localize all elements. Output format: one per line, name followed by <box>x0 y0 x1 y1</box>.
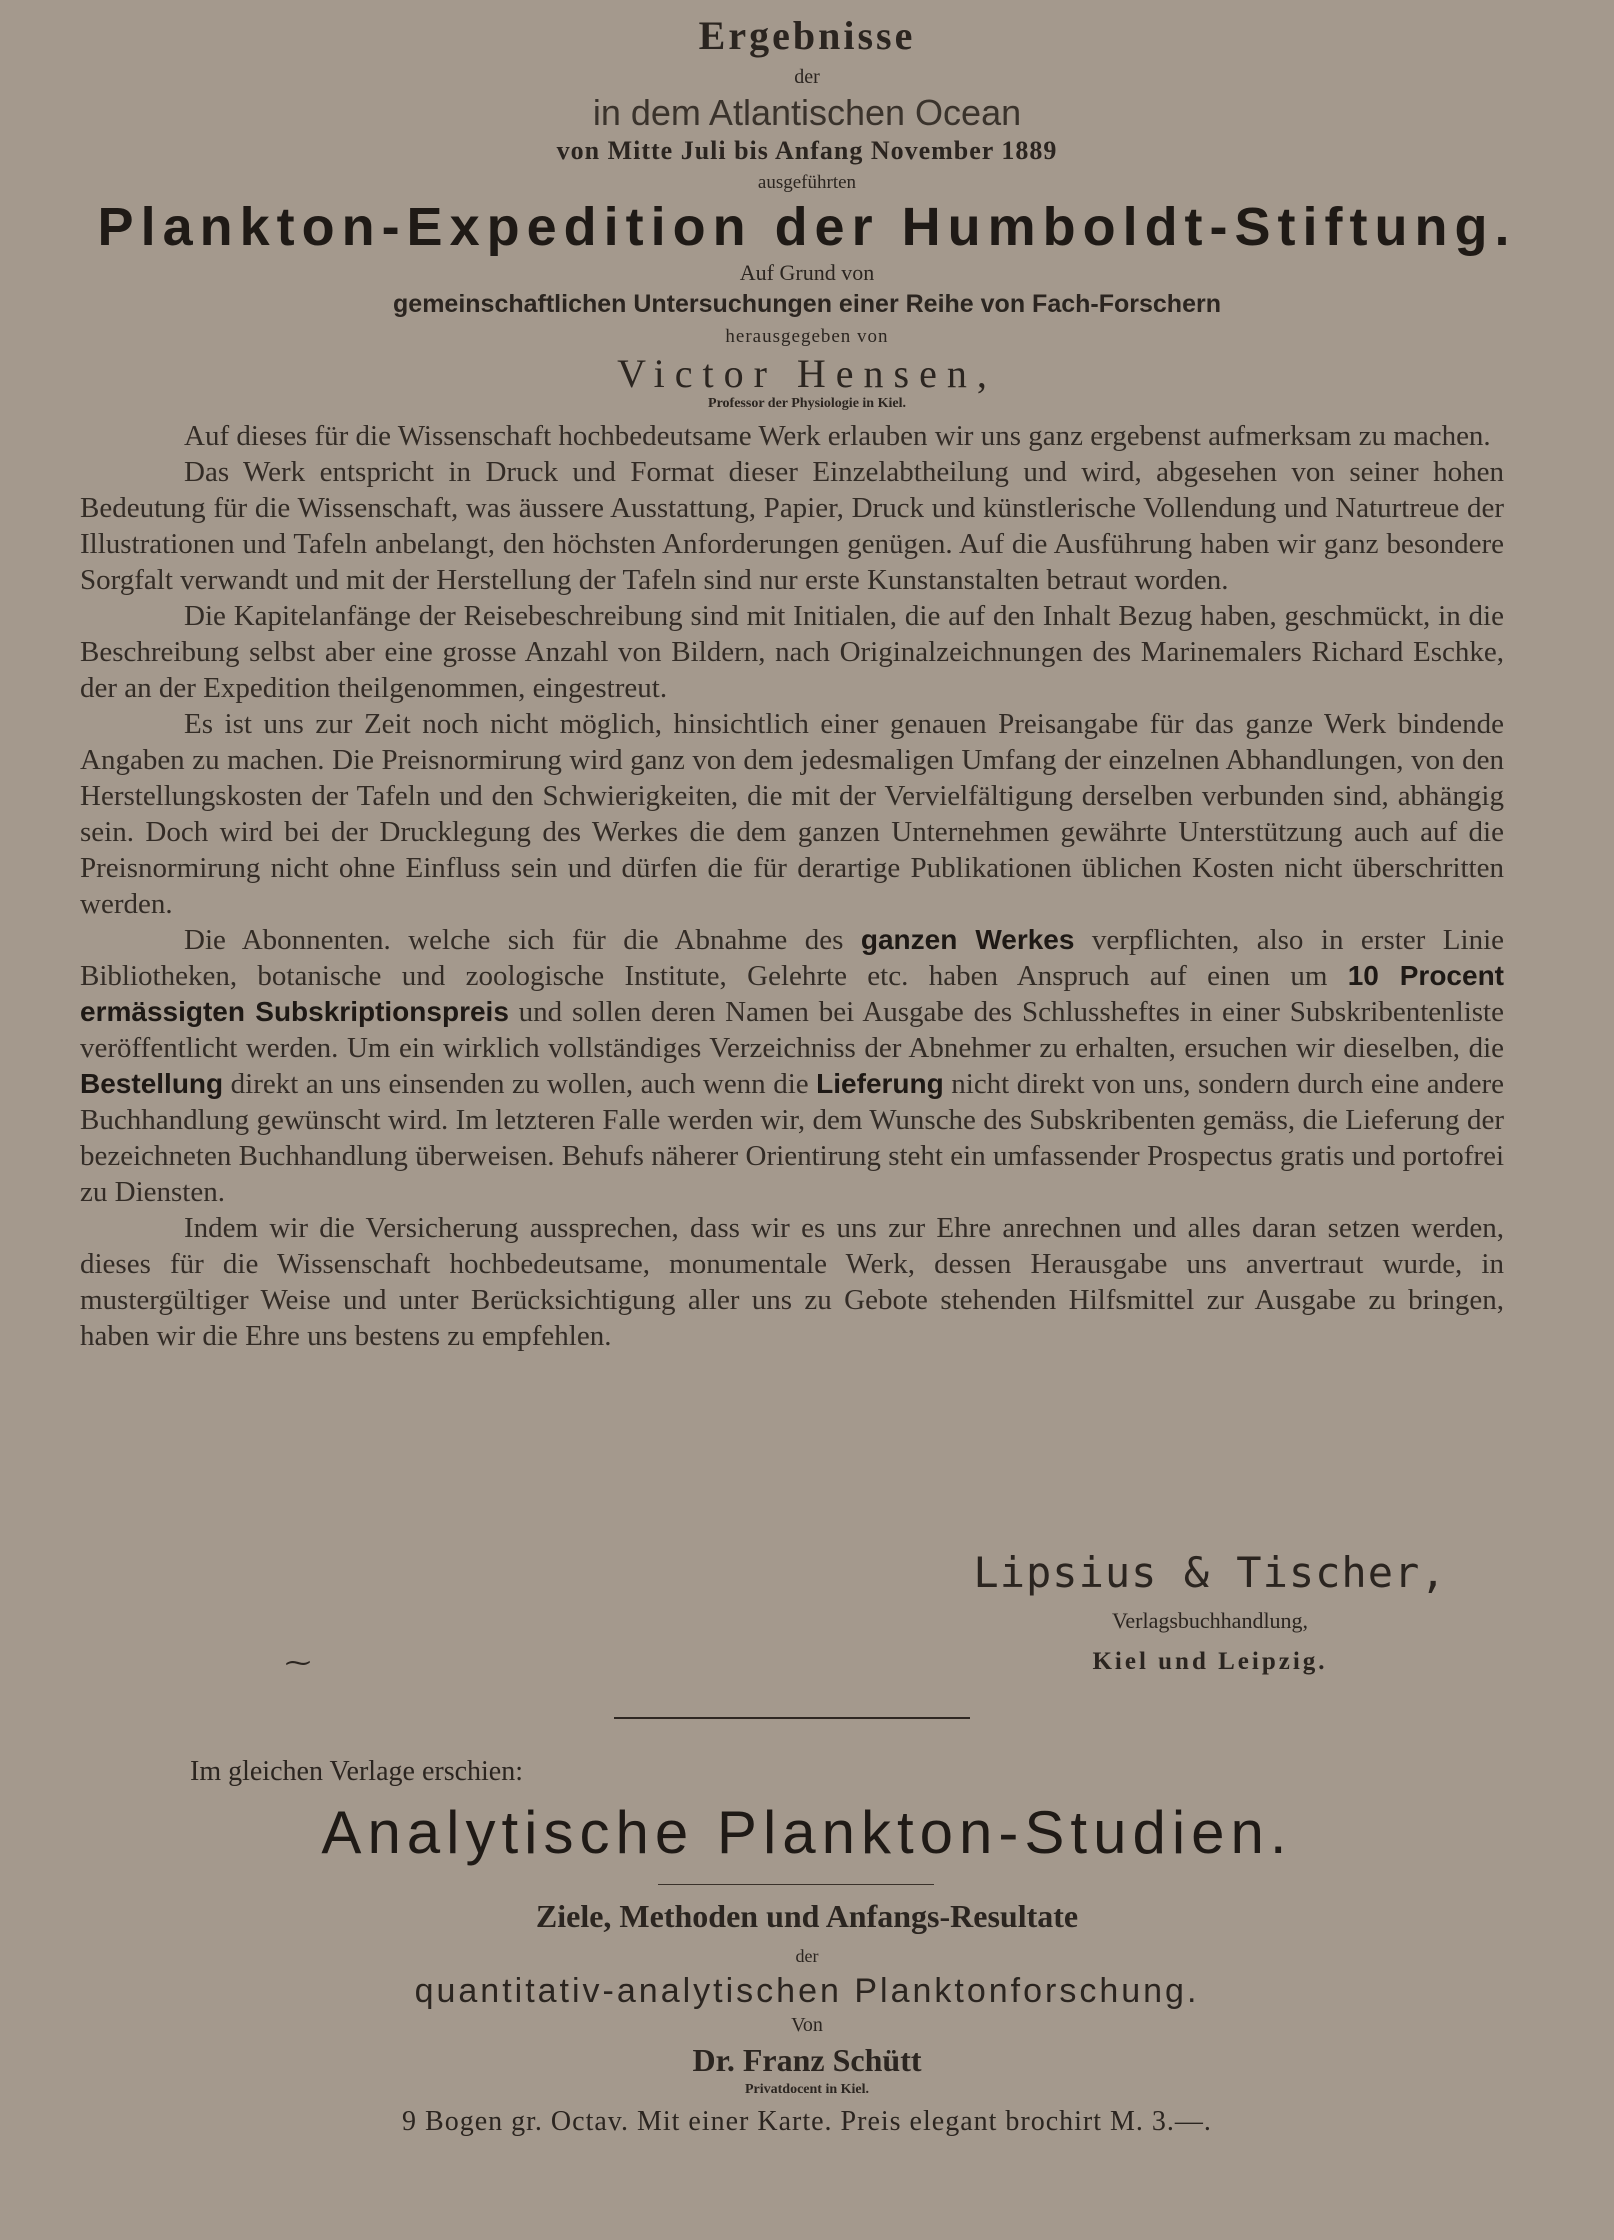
announcement-author-title: Privatdocent in Kiel. <box>744 2082 870 2097</box>
heading-auf-grund: Auf Grund von <box>739 260 875 285</box>
body-text <box>80 418 1504 1354</box>
announcement-intro: Im gleichen Verlage erschien: <box>190 1756 524 1787</box>
p5-text-c: verpflichten, also in erster Linie Bibliotheken, botanische und zoologische Institute, Gelehrte etc. haben Anspruch auf einen um <box>80 924 1504 992</box>
heading-der: der <box>794 66 820 88</box>
paragraph-2: Das Werk entspricht in Druck und Format dieser Einzelabtheilung und wird, abgesehen von seiner hohen Bedeutung für die Wissenschaft, was äussere Ausstattung, Papier, Druck und künstlerische Vollendung und Naturtreue der Illustrationen und Tafeln anbelangt, den höchsten Anforderungen genügen. Auf die Ausführung haben wir ganz besondere Sorgfalt verwandt und mit der Herstellung der Tafeln sind nur erste Kunstanstalten betraut worden. <box>80 456 1504 596</box>
divider-rule <box>614 1717 970 1719</box>
publisher-city: Kiel und Leipzig. <box>1092 1648 1328 1675</box>
editor-title: Professor der Physiologie in Kiel. <box>708 396 906 411</box>
title-rule <box>658 1884 934 1885</box>
publisher-name: Lipsius & Tischer, <box>973 1548 1447 1597</box>
main-title: Plankton-Expedition der Humboldt-Stiftung. <box>97 197 1517 257</box>
announcement-der: der <box>795 1946 819 1966</box>
p5-bold-procent: 10 Procent ermässigten Subskriptionspreis <box>80 960 1505 1027</box>
heading-gemeinschaftlich: gemeinschaftlichen Untersuchungen einer Reihe von Fach-Forschern <box>393 290 1221 318</box>
heading-ocean: in dem Atlantischen Ocean <box>592 92 1022 133</box>
p5-bold-ganzen-werkes: ganzen Werkes <box>860 924 1075 955</box>
announcement-details: 9 Bogen gr. Octav. Mit einer Karte. Preis elegant brochirt M. 3.—. <box>402 2106 1212 2137</box>
paragraph-1: Auf dieses für die Wissenschaft hochbedeutsame Werk erlauben wir uns ganz ergebenst aufmerksam zu machen. <box>184 420 1491 452</box>
publisher-type: Verlagsbuchhandlung, <box>1111 1608 1309 1633</box>
paragraph-6: Indem wir die Versicherung aussprechen, dass wir es uns zur Ehre anrechnen und alles daran setzen werden, dieses für die Wissenschaft hochbedeutsame, monumentale Werk, dessen Herausgabe uns anvertraut wurde, in mustergültiger Weise und unter Berücksichtigung aller uns zu Gebote stehenden Hilfsmittel zur Ausgabe zu bringen, haben wir die Ehre uns bestens zu empfehlen. <box>80 1212 1504 1352</box>
editor-name: Victor Hensen, <box>617 351 997 396</box>
announcement-title: Analytische Plankton-Studien. <box>321 1799 1293 1866</box>
p5-text-e: direkt an uns einsenden zu wollen, auch wenn die <box>223 1068 817 1100</box>
p5-text-a: Die Abonnenten. welche sich für die Abnahme des <box>184 924 861 956</box>
paragraph-4: Es ist uns zur Zeit noch nicht möglich, hinsichtlich einer genauen Preisangabe für das ganze Werk bindende Angaben zu machen. Die Preisnormirung wird ganz von dem jedesmaligen Umfang der einzelnen Abhandlungen, von den Herstellungskosten der Tafeln und den Schwierigkeiten, die mit der Vervielfältigung derselben verbunden sind, abhängig sein. Doch wird bei der Drucklegung des Werkes die dem ganzen Unternehmen gewährte Unterstützung auch auf die Preisnormirung nicht ohne Einfluss sein und dürfen die für derartige Publikationen üblichen Kosten nicht überschritten werden. <box>80 708 1504 920</box>
tilde-mark: ⁓ <box>285 1648 311 1678</box>
p5-text-d: und sollen deren Namen bei Ausgabe des Schlussheftes in einer Subskribentenliste veröffentlicht werden. Um ein wirklich vollständiges Verzeichniss der Abnehmer zu erhalten, ersuchen wir dieselben, die <box>80 996 1504 1064</box>
p5-bold-bestellung: Bestellung <box>80 1068 224 1099</box>
p5-bold-lieferung: Lieferung <box>816 1068 944 1099</box>
paragraph-3: Die Kapitelanfänge der Reisebeschreibung sind mit Initialen, die auf den Inhalt Bezug haben, geschmückt, in die Beschreibung selbst aber eine grosse Anzahl von Bildern, nach Originalzeichnungen des Marinemalers Richard Eschke, der an der Expedition theilgenommen, eingestreut. <box>80 600 1504 704</box>
p5-text-f: nicht direkt von uns, sondern durch eine andere Buchhandlung gewünscht wird. Im letzteren Falle werden wir, dem Wunsche des Subskribenten gemäss, die Lieferung der bezeichneten Buchhandlung überweisen. Behufs näherer Orientirung steht ein umfassender Prospectus gratis und portofrei zu Diensten. <box>80 1068 1504 1208</box>
announcement-subject: quantitativ-analytischen Planktonforschung. <box>414 1972 1200 2010</box>
heading-ausgefuehrten: ausgeführten <box>757 172 857 193</box>
announcement-subtitle: Ziele, Methoden und Anfangs-Resultate <box>535 1898 1079 1934</box>
announcement-von: Von <box>791 2014 823 2036</box>
heading-herausgegeben: herausgegeben von <box>725 326 889 347</box>
announcement-author: Dr. Franz Schütt <box>692 2042 922 2078</box>
paragraph-5 <box>80 922 1504 1210</box>
heading-ergebnisse: Ergebnisse <box>698 13 916 58</box>
heading-dates: von Mitte Juli bis Anfang November 1889 <box>556 136 1058 165</box>
